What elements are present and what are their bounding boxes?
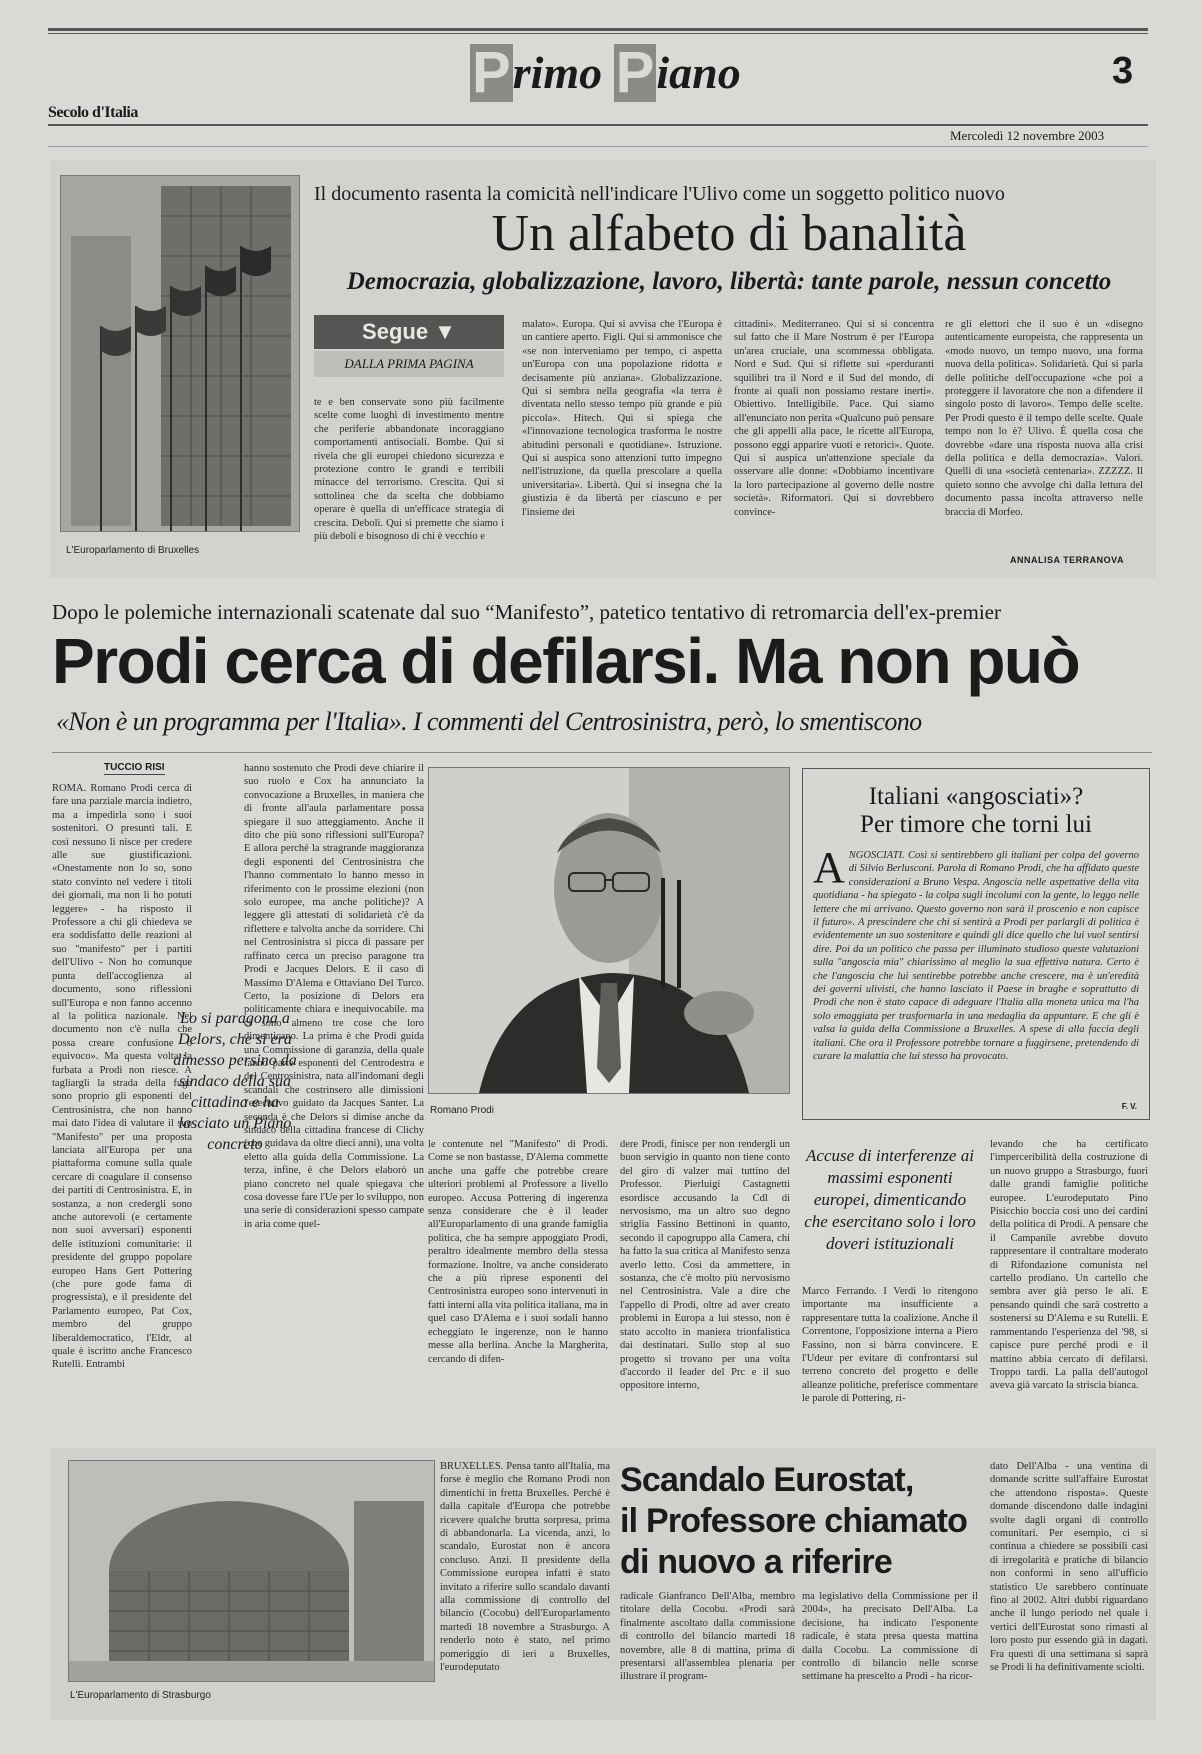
article3-col2: radicale Gianfranco Dell'Alba, membro titolare della Cocobu. «Prodi sarà finalmente ascoltato dalla commissione di controllo del bilancio martedì 18 novembre, alle 8 di mattina, prima di presentarsi all'assemblea plenaria per illustrare il program- xyxy=(620,1591,795,1683)
section-title-initial: P xyxy=(472,40,511,105)
article1-col3: cittadini». Mediterraneo. Qui si si concentra sul fatto che il Mare Nostrum è per l'Europa un'area cruciale, una scommessa obbligata. Nord e Sud. Qui si riflette sui «perduranti squilibri tra il Nord e il Sud del mondo, di fronte ai quali non possiamo restare inerti». Obiettivo. Intelligibile. Pace. Qui siamo all'enunciato non perita «Qualcuno può pensare che gli appelli alla pace, le ricette all'Europa, possono eggi apparire vuoti e retorici». Quote. Qui si auspica un'attenzione speciale da osservare alle donne: «Dobbiamo incentivare la loro partecipazione al governo delle nostre società». Riformatori. Qui si dovrebbero convince- xyxy=(734,319,934,518)
article1-col4: re gli elettori che il suo è un «disegno autenticamente europeista, che rappresenta un «modo nuovo, un tempo nuovo, una forma nuova della politica». Solidarietà. Qui si parla delle politiche dell'occupazione «che poi a proteggere il lavoratore che non a difendere il singolo posto di lavoro». Tempo delle scelte. Per Prodi questo è il tempo delle scelte. Quale tempo non lo è? Ulivo. È quella cosa che dovrebbe «dare una risposta nuova alla crisi della politica e della democrazia». Valori. Quelli di una «società centenaria». ZZZZZ. Il quieto sonno che avvolge chi dalla lettura del documento passa incolta attraverso nelle braccia di Morfeo. xyxy=(945,319,1143,518)
article1-author: ANNALISA TERRANOVA xyxy=(1010,555,1124,565)
segue-sub: DALLA PRIMA PAGINA xyxy=(314,351,504,377)
article3-headline xyxy=(620,1460,985,1583)
article3-headline-line2: il Professore chiamato xyxy=(620,1502,968,1540)
strasbourg-building-icon xyxy=(69,1461,434,1681)
article3-headline-line1: Scandalo Eurostat, xyxy=(620,1461,914,1499)
sidebar-box xyxy=(802,768,1150,1120)
article1-headline: Un alfabeto di banalità xyxy=(491,205,967,262)
article2-kicker: Dopo le polemiche internazionali scatenate dal suo “Manifesto”, patetico tentativo di retromarcia dell'ex-premier xyxy=(52,600,1001,624)
article2-col2b xyxy=(244,1138,424,1418)
article2-byline: TUCCIO RISI xyxy=(104,762,165,773)
sidebar-title-line1: Italiani «angosciati»? xyxy=(868,783,1084,810)
article3-col1: BRUXELLES. Pensa tanto all'Italia, ma forse è meglio che Romano Prodi non dimentichi in fretta Bruxelles. Perché è dalla capitale d'Europa che potrebbe ricevere qualche brutta sorpresa, prima di abbandonarla. La vicenda, anzi, lo scandalo, Eurostat non è ancora concluso. Anzi. Il presidente della Commissione europea infatti è stato invitato a riferire sullo scandalo davanti alla commissione di controllo del bilancio (Cocobu) dell'Europarlamento martedì 18 novembre a Strasburgo. A renderlo noto è stato, nel primo pomeriggio di ieri a Bruxelles, l'eurodeputato xyxy=(440,1461,610,1674)
masthead-bottom-rule xyxy=(48,124,1148,126)
article2-pullquote: Lo si paragona a Delors, che si era dimesso persino da sindaco della sua cittadina e ha lasciato un Piano concreto xyxy=(173,1010,297,1153)
prodi-photo xyxy=(428,767,790,1094)
article2-col1: ROMA. Romano Prodi cerca di fare una parziale marcia indietro, ma a impedirla sono i suoi sostenitori. O presunti tali. E così nessuno li nisce per credere alle sue giustificazioni. «Onestamente non lo so, sono stato convinto nel vedere i titoli dei giornali, ma non li ho potuti leggere» - ha risposto il Professore a chi gli chiedeva se era soddisfatto delle reazioni al suo "manifesto" per i partiti dell'Ulivo - Non ho comunque punta dell'accoglienza al documento, sono riflessioni sull'Europa e non fanno accenno al la politica nazionale. Nel documento non c'è nulla che possa creare confusione o equivoco». Ma questa volta la furbata a Prodi non riesce. A tagliargli la strada della fuga sono proprio gli esponenti del Centrosinistra, che non hanno mai dato l'idea di valutare il suo "Manifesto" per una proposta lanciata all'Europa per una piattaforma comune sulla quale cercare di coagulare il consenso dei partiti di Centrosinistra. E, in sostanza, a non credergli sono anche autorevoli (e certamente non suoi avversari) esponenti delle istituzioni comunitarie: il presidente del gruppo popolare europeo Hans Gert Pottering (che pure gode fama di progressista), e il presidente del Parlamento europeo, Pat Cox, membro del gruppo liberaldemocratico, l'Eldr, al quale è iscritto anche Francesco Rutelli. Entrambi xyxy=(52,783,192,1371)
article3-col4: dato Dell'Alba - una ventina di domande scritte sull'affaire Eurostat che attendono risposta». Queste domande discendono dalle indagini svolte dagli organi di controllo comunitari. Per esempio, ci si continua a chiedere se possibili casi di irregolarità e pratiche di bilancio non conformi in seno all'ufficio statistico Ue sarebbero continuate fino al 2002. Altri dubbi riguardano anche il lungo periodo nel quale i vertici dell'Eurostat sono rimasti al loro posto pur essendo già in dagati. Fra questi di una settimana si saprà se Prodi li ha definitivamente sciolti. xyxy=(990,1461,1148,1674)
masthead-top-rule-thin xyxy=(48,33,1148,34)
article3-photo xyxy=(68,1460,435,1682)
prodi-photo-caption: Romano Prodi xyxy=(430,1105,494,1116)
article3-headline-line3: di nuovo a riferire xyxy=(620,1543,892,1581)
article2-col2: hanno sostenuto che Prodi deve chiarire il suo ruolo e Cox ha annunciato la convocazione a Bruxelles, in maniera che di fronte all'aula parlamentare possa spiegare il suo atteggiamento. Anche il dito che più sono riflessioni sull'Europa? E allora perché la stragrande maggioranza degli esponenti del Centrosinistra che l'hanno commentato lo hanno messo in riferimento con le prossime elezioni (non solo europee, ma anche politiche)? A leggere gli attestati di solidarietà c'è da riflettere e talvolta anche da sorridere. Chi nel Centrosinistra si picca di passare per raffinato cerca un preciso paragone tra Prodi e Jacques Delors. E il caso di Massimo D'Alema e Ottaviano Del Turco. Certo, la posizione di Delors era politicamente chiara e inequivocabile. ma ci sono almeno tre cose che loro dimenticano. La prima è che Prodi guida una Commissione di garanzia, della quale fanno parte esponenti del Centrodestra e del Centrosinistra, nata all'indomani degli scandali che costrinsero alle dimissioni l'esecutivo guidato da Jacques Santer. La seconda è che Delors si dimise anche da sindaco della cittadina francese di Clichy (che guidava da oltre dieci anni), una volta eletto alla guida della Commissione. La terza, infine, è che Delors elaborò un piano concreto nel quale spiegava che cosa dovesse fare l'Ue per lo sviluppo, non una serie di considerazioni spesso campate in aria come quel- xyxy=(244,763,424,1230)
section-title xyxy=(470,40,741,114)
masthead-top-rule xyxy=(48,28,1148,31)
parliament-building-icon xyxy=(61,176,299,531)
article2-col4: dere Prodi, finisce per non rendergli un buon servigio in quanto non tiene conto del giro di valzer mai tuttino del Professor. Pierluigi Castagnetti esordisce accusando la Cdl di nervosismo, ma un altro suo degno striglia Fassino Bettinoni in quanto, secondo il capogruppo alla Camera, chi ha fatto la sua critica al Manifesto senza averlo letto. Così da ammettere, in sostanza, che c'è molto più nervosismo nel Centrosinistra. Vale a dire che l'appello di Prodi, oltre ad aver creato problemi in Europa a lui stesso, non è stato accolto in maniera trionfalistica dai destinatari. Sullo stop al suo progetto si trovano per una volta d'accordo il leader del Prc e il suo oppositore interno, xyxy=(620,1139,790,1392)
article1-photo-caption: L'Europarlamento di Bruxelles xyxy=(66,545,200,556)
article2-col3: le contenute nel "Manifesto" di Prodi. Come se non bastasse, D'Alema commette anche una gaffe che potrebbe creare ulteriori problemi al Professore a livello europeo. Accusa Pottering di ingerenza senza considerare che è il leader all'Europarlamento di una grande famiglia politica, che ha sempre appoggiato Prodi, peraltro idealmente membro della stessa formazione. Inoltre, va anche considerato che a più riprese esponenti del Centrosinistra europeo sono intervenuti in fatti interni alla vita politica italiana, ma in quel caso D'Alema e i suoi sodali hanno echeggiato le ingerenze, non le hanno messe alla berlina. Anche la Margherita, cercando di difen- xyxy=(428,1139,608,1365)
sidebar-sign: F. V. xyxy=(1121,1102,1137,1111)
section-title-text-2: iano xyxy=(656,47,741,98)
article1-subhead: Democrazia, globalizzazione, lavoro, libertà: tante parole, nessun concetto xyxy=(346,268,1112,295)
article2-col5: Marco Ferrando. I Verdi lo ritengono importante ma insufficiente a rappresentare tutta la coalizione. Anche il Correntone, l'opposizione interna a Piero Fassino, non si bàrra convincere. E l'Udeur per evitare di confrontarsi sul terreno concreto del progetto e delle alleanze politiche, preferisce commentare le parole di Pottering, ri- xyxy=(802,1286,978,1405)
segue-label: Segue ▼ xyxy=(314,315,504,349)
sidebar-body: NGOSCIATI. Così si sentirebbero gli italiani per colpa del governo di Silvio Berlusconi. Parola di Romano Prodi, che ha affidato queste considerazioni a Bruno Vespa. Angoscia nelle aspettative della vita quotidiana - ha spiegato - la colpa sugli incolumi con la gente, lo leggo nelle lettere che mi arrivano. Questo governo non sarà il proscenio e non capisce il futuro». A prescindere che chi si sentirà a Prodi per parlargli di politica è evidentemente un suo sostenitore e quindi gli dice quello che lui vuol sentirsi dire. Poi da un politico che passa per illuminato studioso queste valutazioni sulla "angoscia mia" chiarissimo al meglio la sua effettiva natura. Certo è che l'angoscia che lui sentirebbe potrebbe anche crescere, ma è un'eredità dei governi ulivisti, che hanno lasciato il Paese in braghe e soprattutto di Prodi che non è stato capace di adeguare l'Italia alla moneta unica ma l'ha solo emaggiata per trasformarla in una medaglia da appuntare. E che gli è valsa la guida della Commissione a Bruxelles. A spese di alla faccia degli italiani. Che ora il Professore potrebbe tornare a fuggirsene, pretendendo di curare la malattia che lui stesso ha provocato. xyxy=(813,850,1139,1063)
article2-subhead: «Non è un programma per l'Italia». I commenti del Centrosinistra, però, lo smentiscono xyxy=(56,707,922,736)
section-title-initial-2: P xyxy=(615,40,655,105)
article2-col1b xyxy=(52,1005,114,1125)
article3-col3: ma legislativo della Commissione per il 2004», ha precisato Dell'Alba. La decisione, ha indicato l'esponente radicale, è stata presa questa mattina dalla Cocobu. La commissione di controllo di bilancio nelle scorse settimane ha prescelto a Prodi - ha ricor- xyxy=(802,1591,978,1683)
sidebar-title-line2: Per timore che torni lui xyxy=(860,811,1092,838)
article2-headline: Prodi cerca di defilarsi. Ma non può xyxy=(52,625,1080,697)
article2-rule xyxy=(52,752,1152,753)
article3-photo-caption: L'Europarlamento di Strasburgo xyxy=(70,1690,211,1701)
article2-pullquote2: Accuse di interferenze ai massimi esponenti europei, dimenticando che esercitano solo i loro doveri istituzionali xyxy=(804,1146,976,1253)
article2-col6: levando che ha certificato l'imperceribilità della costruzione di un nuovo gruppo a Strasburgo, fuori dalle grandi famiglie politiche europee. L'eurodeputato Pino Pisicchio boccia così uno dei cardini della politica di Prodi. A pensare che il Campanile avrebbe dovuto rappresentare il contraltare moderato di Rifondazione comunista nel cartello prodiano. Un cartello che sembra aver già perso le ali. E pensando quindi che sarà costretto a sostenersi su D'Alema e su Rutelli. E rammentando l'esperienza del '98, si capisce pure perché prodi e il mattino abbia cercato di defilarsi. Troppo tardi. La palla dell'autogol aveva già varcato la striscia bianca. xyxy=(990,1139,1148,1392)
article1-col1: te e ben conservate sono più facilmente scelte come luoghi di investimento mentre che periferie abbandonate incoraggiano comportamenti antisociali. Bombe. Qui si rivela che gli europei chiedono sicurezza e protezione contro le grandi e terribili minacce del terrorismo. Crescita. Qui si sottolinea che da scelta che dobbiamo operare è quella di un'efficace strategia di crescita. Deboli. Qui si premette che siamo i più deboli e bisognoso di chi è vecchio e xyxy=(314,397,504,543)
portrait-icon xyxy=(429,768,789,1093)
issue-date: Mercoledì 12 novembre 2003 xyxy=(950,128,1105,143)
section-title-text: rimo xyxy=(512,47,614,98)
newspaper-name: Secolo d'Italia xyxy=(48,104,138,121)
segue-box xyxy=(314,315,504,379)
article1-col2: malato». Europa. Qui si avvisa che l'Europa è un cantiere aperto. Figli. Qui si ammonisce che «se non interveniamo per tempo, ci aspetta un'Europa con una popolazione ridotta e decisamente più anziana». Globalizzazione. Qui si sembra nella geografia «la terra è diventata nello stesso tempo più grande e più piccola». Hitech. Qui si spiega che «l'innovazione tecnologica trasforma le nostre abitudini personali e quotidiane». Istruzione. Qui si auspica sono attenzioni tutto impegno nell'istruzione, da quella prescolare a quella universitaria». Libertà. Qui si insegna che la giustizia è da libertà per ciascuno e per l'insieme dei xyxy=(522,319,722,518)
masthead-date-rule xyxy=(48,146,1148,147)
article1-photo xyxy=(60,175,300,532)
sidebar-drop-cap: A xyxy=(813,843,845,892)
page-number: 3 xyxy=(1112,50,1134,92)
article1-kicker: Il documento rasenta la comicità nell'indicare l'Ulivo come un soggetto politico nuovo xyxy=(314,183,1005,205)
